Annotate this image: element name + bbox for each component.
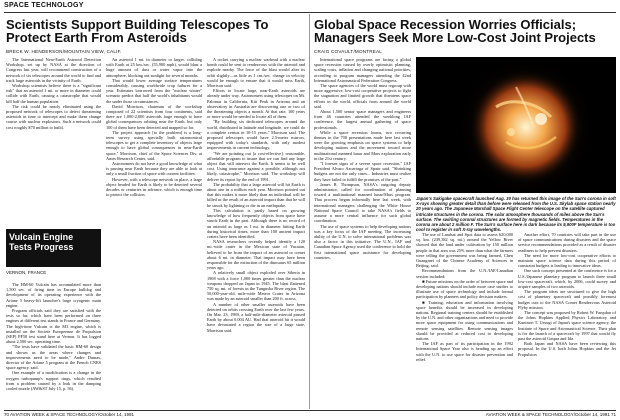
top-rule	[4, 12, 616, 13]
paragraph: Both Japan and NASA have been reviewing this proposal. In the U.S. both Johns Hopkins and the Jet Propulsion	[518, 341, 616, 357]
paragraph: The HM-60 Vulcain has accumulated more than 1,500 sec. of firing time in Europe bulldog and development of its operating experience with the Ariane 5 heavy-lift launcher's large cryogenic main engine.	[6, 282, 101, 308]
footer-right: AVIATION WEEK & SPACE TECHNOLOGY/October 14, 1991 71	[485, 412, 616, 417]
left-column-3	[207, 57, 305, 407]
sun-corona-photo	[416, 57, 616, 193]
paragraph: The program ideas are structured to give the high cost of planetary spacecraft and possibly foremost budget cuts to the NASA Comet Rendezvous Asteroid Flyby mission.	[518, 289, 616, 310]
bottom-rule	[4, 410, 616, 411]
paragraph: International space programs are facing a global space recession caused by overly optimistic planning, scaling costs, inflation and changing national priorities, according to program managers attending the 42nd International Astronautical Federation Congress.	[314, 57, 411, 83]
paragraph: The use of Landsat and Spot data to assess 620,000 sq. km. (239,382 sq. mi.) around the Yellow River showed that the land under cultivation by 150 million people in that area was 25% more than what the farmers were telling the government was being farmed, Chen Guangmei of the Chinese Academy of Sciences in Beijing, said.	[416, 232, 513, 269]
paragraph: This calculation is partly based on growing knowledge of how frequently objects from space have struck Earth in the past. Although there is no record of an asteroid as large as 1 mi. in diameter hitting Earth during historical times, more than 100 ancient impact craters have been identified.	[207, 207, 305, 239]
paragraph: The risk could be nearly eliminated using the proposed network of telescopes to detect threatening asteroids in time to intercept and make them change course with nuclear explosions. Such a network could cost roughly $70 million to build.	[6, 103, 101, 130]
paragraph: Efforts to locate large, near-Earth asteroids are already under way. Astronomers using telescopes on Mt. Palomar in California, Kitt Peak in Arizona and an observatory in Australia are discovering one or two of the threatening objects a month. At that rate, 100 years or more would be needed to locate all of them.	[207, 88, 305, 120]
paragraph: "The tests have validated the basic HM-60 design and shown us the areas where changes and improvements need to be made," Andre Dumas, director of the Ariane 5 program at the French CNES space agency, said.	[6, 344, 101, 371]
sub-byline: VERNON, FRANCE	[6, 270, 47, 275]
left-column-2	[106, 57, 202, 407]
photo-caption: Japan's Sakigake spacecraft launched Aug. 30 has returned this image of the Sun's corona in soft X-rays showing greater detail than before were released from the U.S. Skylab space station nearly 20 years ago. The Japanese Marshall Space Flight Center telescope on the satellite captured intricate structures in the corona. The solar atmosphere thousands of miles above the Sun's surface. The swirling coronal structures are formed by magnetic fields. Temperatures in the corona are about 2 million F. The Sun's surface here is dark because its 9,900F temperature is too cool to register in soft X-ray wavelengths.	[416, 196, 616, 233]
corona-image	[416, 57, 616, 193]
paragraph: NASA researchers recently helped identify a 120 mi.-wide crater in the Mexican state of Yucatan, believed to be from the impact of an asteroid or comet about 6 mi. in diameter. That impact may have been responsible for the extinction of the dinosaurs 65 million years ago.	[207, 239, 305, 271]
paragraph: One example of a modification is a change in the oxygen turbopump's support rings, which resulted from a problem caused by a leak in the damping cooled nozzle (AW&ST July 15, p. 56).	[6, 370, 101, 392]
paragraph: While a space recession looms, two recurring themes in the 700 presentations made here last week were the growing emphasis on space systems to help developing nations and the movement toward more multinational manned lunar and Mars exploration early in the 21st century.	[314, 129, 411, 161]
paragraph: However, with a telescope network in place, a large object headed for Earth is likely to be detected several decades or centuries in advance, which is enough time to protect the collision.	[106, 176, 202, 198]
paragraph: The project approach [to the problem] is a long-term survey using specially built astronomical telescopes to get a complete inventory of objects large enough to have global consequences in near-Earth space," Morrison, chief of the Space Sciences Div. at Ames Research Center, said.	[106, 129, 202, 161]
paragraph: The probability that a large asteroid will hit Earth is about one in a million each year. Morrison pointed out that this makes it more likely than an individual will be killed as the result of an asteroid impact than that he will be struck by lightning or die in an earthquake.	[207, 181, 305, 208]
left-column-1	[6, 57, 101, 224]
footer-left: 70 AVIATION WEEK & SPACE TECHNOLOGY/October 14, 1991	[4, 412, 134, 417]
right-column-1-continued	[314, 232, 411, 407]
paragraph: That would lower average surface temperatures considerably, causing worldwide crop failures for a year. Estimates borrowed from the "nuclear winter" scenario predict that half the world's inhabitants would die under those circumstances.	[106, 77, 202, 104]
left-byline: BRECK W. HENDERSON/MOUNTAIN VIEW, CALIF.	[6, 49, 122, 54]
paragraph: The International Near-Earth Asteroid Detection Workshop, set up by NASA at the direction of Congress last year, will recommend construction of a network of six telescopes around the world to find and track large asteroids in the vicinity of Earth.	[6, 57, 101, 83]
right-headline: Global Space Recession Worries Officials; Managers Seek More Low-Cost Joint Projects	[314, 17, 596, 45]
paragraph: "I foresee signs of a severe space recession," IAF President Alvaro Azcarraga of Spain said. "Shrinking budgets are not the only cases... Industries must realize they have failed to fulfill the promises of the past."	[314, 161, 411, 182]
paragraph: The use of space systems to help developing nations was a key focus of the IAF meeting. The increasing ability of the U.N. to solve international problems was also a factor in this initiative. The U.N., IAF and Canadian Space Agency used the conference to hold the first international space assistance for developing countries.	[314, 223, 411, 260]
paragraph: One such concept presented at the conference is for a U.S./Japanese planetary program to launch three small low-cost spacecraft, which, by 2006, could survey and acquire samples of two asteroids.	[518, 268, 616, 290]
right-column-2	[416, 232, 513, 407]
paragraph: The need for more low-cost cooperative efforts to maintain space science data during this period of constraint budgets is leading to innovative ideas.	[518, 252, 616, 269]
paragraph: "We are pointing out [a cost-effective], reasonable, affordable program to insure that we can find any large object that will intersect the Earth. It seems to be well cost. Using insurance against a possible, although not likely, catastrophe," Morrison said. The workshop will deliver its report by the end of 1991.	[207, 150, 305, 182]
page-divider	[309, 14, 310, 409]
paragraph: The concept was proposed by Robert W. Farquhar of the Johns Hopkins Applied Physics Laboratory and Kuninori T. Uesugi of Japan's space science agency, the Institute of Space and Astronautical Science. Their plan is for the launch of a spacecraft by 1997 that would fly past the asteroid Gaspra and Ida.	[518, 310, 616, 342]
paragraph: An asteroid 1 mi. in diameter or larger, colliding with Earth at 25 km./sec. (55,900 mph), would blast a huge amount of dust or water vapor into the atmosphere, blocking out sunlight for several months.	[106, 57, 202, 78]
paragraph: Workshop scientists believe there is a "significant risk" that an asteroid 1 mi. or more in diameter could collide with Earth, causing a catastrophe that would kill half the human population.	[6, 83, 101, 104]
left-headline: Scientists Support Building Telescopes To Protect Earth From Asteroids	[6, 17, 269, 45]
paragraph: James R. Thompson, NASA's outgoing deputy administrator, called for coordination of planning toward a multinational manned lunar/Mars program. That process began informally here last week, with international managers challenging the White House National Space Council to take NASA's fields to assume a more central influence for such global coordination.	[314, 181, 411, 224]
right-column-1	[314, 57, 411, 260]
paragraph: A relatively small object exploded over Siberia in 1908 with a force 1,000 times greater than the nuclear weapons dropped on Japan in 1945. The blast flattened 750 sq. mi. of forests in the Tunguska River region. The 50,000-year-old, mile-wide Meteor Crater in Arizona was made by an asteroid smaller than 200 ft. across.	[207, 270, 305, 302]
paragraph: ■ Future missions on the order of between space and developing nations should include more case studies to illustrate use of space technology and include formal participation by planners and policy decision makers.	[416, 278, 513, 300]
paragraph: A number of other smaller asteroids have been detected on orbits crossing Earth over the last few years. On Mar. 23, 1989, a half-mile-diameter asteroid passed Earth by about 0.004 AU. Had that asteroid hit it would have devastated a region the size of a large state, Morrison said.	[207, 301, 305, 333]
paragraph: The IAF as part of its participation in the 1992 International Space Year also is heading up an effort with the U.N. to use space for disaster prevention and relief.	[416, 341, 513, 362]
paragraph: Program officials said they are satisfied with the tests so far, which have been performed on three engines at different test stands in France and Germany. The high-time Vulcain is the M3 engine, which is installed on the Societe Europeenne de Propulsion (SEP) PF50 test stand here at Vernon. It has logged about 2,500 sec. operating time.	[6, 308, 101, 345]
paragraph: Another effort, 70 countries will take part in the use of space communications during disasters and the space service recommendations provided as a result of disaster readiness to help prevent disasters.	[518, 232, 616, 253]
paragraph: The space agencies of the world must regroup with more aggressive, low-cost cooperative projects to fight the stagnation and limited growth that threatens space efforts in the world, officials from around the world said.	[314, 83, 411, 109]
paragraph: Astronomers do not have a good knowledge of what is passing near Earth because they are able to look at only a small fraction of space with current facilities.	[106, 161, 202, 177]
paragraph: A rocket carrying a nuclear warhead with a nuclear bomb could be sent to rendezvous with the asteroid and explode nearby. The force of the blast would alter its orbit slightly—as little as 1 cm./sec. change in velocity would be enough to ensure that it would miss Earth, Morrison said.	[207, 57, 305, 89]
paragraph: ■ Training, education and information involving space benefits should be increased in developing nations. Regional training centers should be established by the U.N. and other organizations and need to provide more space equipment for using communications and remote sensing satellites. Remote sensing images should be provided at reduced cost to developing nations.	[416, 299, 513, 342]
right-column-3	[518, 232, 616, 407]
sub-headline: Vulcain Engine Tests Progress	[6, 229, 101, 267]
section-tag: SPACE TECHNOLOGY	[4, 2, 84, 9]
paragraph: About 1,500 senior space managers and engineers from 46 countries attended the weeklong IAF conference, the largest annual gathering of space professionals.	[314, 109, 411, 130]
right-byline: CRAIG COVAULT/MONTREAL	[314, 49, 383, 54]
paragraph: "By building six dedicated telescopes around the world, distributed in latitude and longitude, we could do a complete census in 10-15 years," Morrison said. The proposed telescopes would have 2.5-meter mirrors, equipped with today's standards, with only modest improvements in current technology.	[207, 119, 305, 151]
paragraph: Recommendations from the U.N./IAF/Canadian session included:	[416, 268, 513, 279]
sub-column	[6, 282, 101, 407]
paragraph: David Morrison, chairman of the workshop composed of 22 scientists from four continents, said there are 1,000-2,000 asteroids large enough to have global consequences orbiting near the Earth, but only 100 of them have been detected and mapped so far.	[106, 103, 202, 130]
